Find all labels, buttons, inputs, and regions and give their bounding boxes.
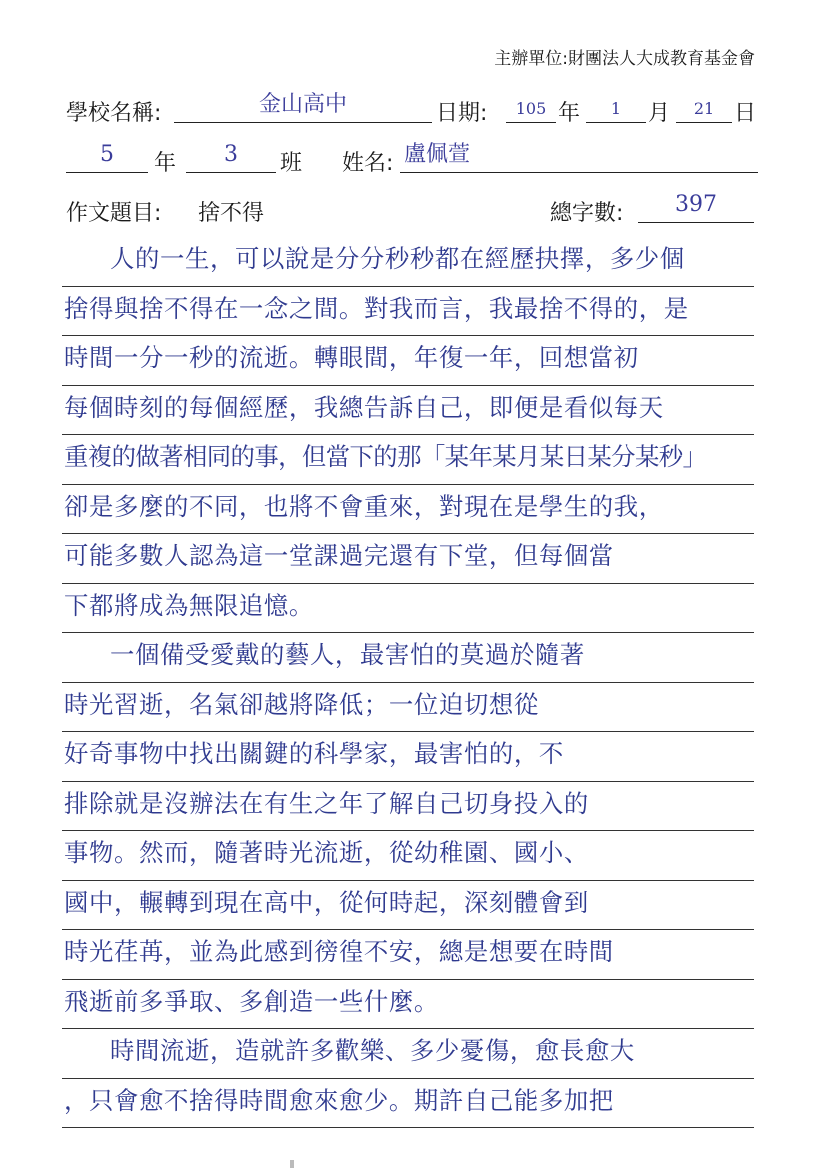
essay-line: 每個時刻的每個經歷，我總告訴自己，即便是看似每天 bbox=[62, 386, 754, 436]
essay-line: 一個備受愛戴的藝人，最害怕的莫過於隨著 bbox=[62, 633, 754, 683]
essay-line: 時間流逝，造就許多歡樂、多少憂傷，愈長愈大 bbox=[62, 1029, 754, 1079]
grade-label: 年 bbox=[154, 151, 177, 176]
essay-line: 可能多數人認為這一堂課過完還有下堂，但每個當 bbox=[62, 534, 754, 584]
name-field[interactable]: 盧佩萱 bbox=[400, 142, 758, 173]
essay-line: 捨得與捨不得在一念之間。對我而言，我最捨不得的，是 bbox=[62, 287, 754, 337]
wordcount-field[interactable]: 397 bbox=[638, 192, 754, 223]
essay-line: 下都將成為無限追憶。 bbox=[62, 584, 754, 634]
month-label: 月 bbox=[648, 101, 671, 126]
essay-line: 事物。然而，隨著時光流逝，從幼稚園、國小、 bbox=[62, 831, 754, 881]
school-date-row bbox=[66, 92, 755, 126]
essay-line: ，只會愈不捨得時間愈來愈少。期許自己能多加把 bbox=[62, 1079, 754, 1129]
day-field[interactable]: 21 bbox=[676, 92, 732, 123]
essay-line: 卻是多麼的不同，也將不會重來，對現在是學生的我， bbox=[62, 485, 754, 535]
grade-class-name-row bbox=[66, 142, 755, 176]
year-label: 年 bbox=[558, 101, 581, 126]
essay-line: 時光習逝，名氣卻越將降低；一位迫切想從 bbox=[62, 683, 754, 733]
essay-line: 時光荏苒，並為此感到徬徨不安，總是想要在時間 bbox=[62, 930, 754, 980]
school-label: 學校名稱: bbox=[66, 101, 162, 126]
essay-line: 好奇事物中找出關鍵的科學家，最害怕的，不 bbox=[62, 732, 754, 782]
topic-label: 作文題目: bbox=[66, 201, 162, 226]
day-label: 日 bbox=[734, 101, 757, 126]
essay-line: 人的一生，可以說是分分秒秒都在經歷抉擇，多少個 bbox=[62, 237, 754, 287]
class-field[interactable]: 3 bbox=[186, 142, 276, 173]
month-field[interactable]: 1 bbox=[586, 92, 646, 123]
essay-line: 排除就是沒辦法在有生之年了解自己切身投入的 bbox=[62, 782, 754, 832]
class-label: 班 bbox=[280, 151, 303, 176]
organizer-text: 主辦單位:財團法人大成教育基金會 bbox=[494, 49, 755, 69]
essay-line: 重複的做著相同的事，但當下的那「某年某月某日某分某秒」 bbox=[62, 435, 754, 485]
wordcount-label: 總字數: bbox=[550, 201, 624, 226]
name-label: 姓名: bbox=[342, 151, 394, 176]
topic-value: 捨不得 bbox=[198, 201, 265, 226]
essay-body bbox=[62, 237, 754, 1128]
topic-row bbox=[66, 192, 755, 226]
scan-speck bbox=[290, 1160, 294, 1168]
school-field[interactable]: 金山高中 bbox=[174, 92, 432, 123]
essay-line: 時間一分一秒的流逝。轉眼間，年復一年，回想當初 bbox=[62, 336, 754, 386]
grade-field[interactable]: 5 bbox=[66, 142, 148, 173]
date-label: 日期: bbox=[436, 101, 488, 126]
essay-line: 飛逝前多爭取、多創造一些什麼。 bbox=[62, 980, 754, 1030]
essay-line: 國中，輾轉到現在高中，從何時起，深刻體會到 bbox=[62, 881, 754, 931]
year-field[interactable]: 105 bbox=[506, 92, 556, 123]
